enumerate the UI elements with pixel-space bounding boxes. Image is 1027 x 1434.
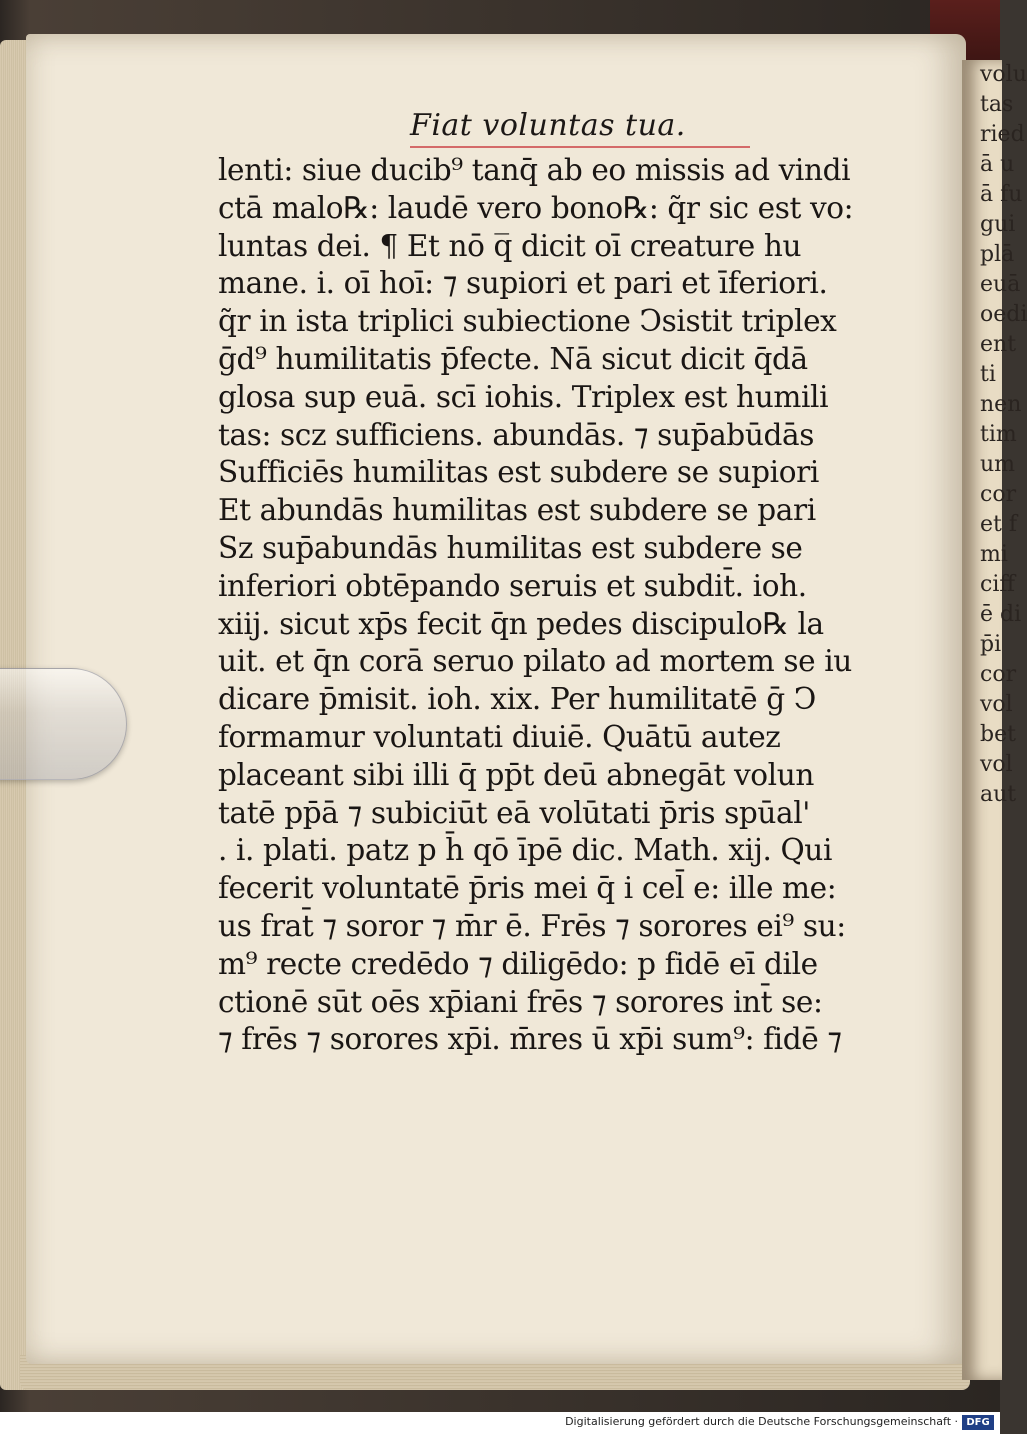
facing-page-fragment: vol	[980, 752, 1013, 777]
text-line: ḡd⁹ humilitatis p̄fecte. Nā sicut dicit q̄dā	[218, 341, 808, 377]
facing-page-fragment: ti	[980, 362, 996, 387]
text-line: us frat̄ ⁊ soror ⁊ m̄r ē. Frēs ⁊ sorores ei⁹ su:	[218, 908, 846, 944]
text-line: dicare p̄misit. ioh. xix. Per humilitatē ḡ Ↄ	[218, 682, 816, 718]
text-line: uit. et q̄n corā seruo pilato ad mortem se iu	[218, 644, 852, 680]
text-line: fecerit voluntatē p̄ris mei q̄ i cel̄ e: ille me:	[218, 871, 837, 907]
facing-page-fragment: volu	[980, 62, 1027, 87]
text-line: q̃r in ista triplici subiectione Ↄsistit triplex	[218, 304, 837, 340]
facing-page-fragment: um	[980, 452, 1016, 477]
facing-page-fragment: ried	[980, 122, 1025, 147]
facing-page-fragment: p̄i	[980, 632, 1002, 657]
facing-page-fragment: gui	[980, 212, 1016, 237]
running-head	[410, 108, 686, 143]
text-line: lenti: siue ducib⁹ tanq̄ ab eo missis ad vindi	[218, 153, 851, 188]
facing-page-fragment: mi	[980, 542, 1008, 567]
text-line: Sufficiēs humilitas est subdere se supiori	[218, 455, 819, 491]
facing-page-fragment: vol	[980, 692, 1013, 717]
text-line: xiij. sicut xp̄s fecit q̄n pedes discipulo℞ la	[218, 606, 824, 642]
facing-page-fragment: ā fu	[980, 182, 1023, 207]
text-line: Sz sup̄abundās humilitas est subdere se	[218, 530, 803, 566]
text-line: Et abundās humilitas est subdere se pari	[218, 493, 816, 529]
facing-page-fragment: et f	[980, 512, 1017, 537]
facing-page-fragment: plā	[980, 242, 1015, 267]
text-line: mane. i. oī hoī: ⁊ supiori et pari et īferiori.	[218, 266, 828, 302]
funding-credit: Digitalisierung gefördert durch die Deutsche Forschungsgemeinschaft ·	[565, 1415, 958, 1428]
facing-page-fragment: oedi	[980, 302, 1027, 327]
dfg-logo-icon: DFG	[962, 1415, 994, 1430]
text-line: placeant sibi illi q̄ pp̄t deū abnegāt volun	[218, 757, 814, 793]
facing-page-fragment: tas	[980, 92, 1014, 117]
text-line: ctionē sūt oēs xp̄iani frēs ⁊ sorores int̄ se:	[218, 984, 823, 1020]
facing-page-fragment: cor	[980, 482, 1017, 507]
text-line: inferiori obtēpando seruis et subdit̄. ioh.	[218, 568, 807, 604]
facing-page-fragment: ciff	[980, 572, 1015, 597]
rubric-underline	[410, 146, 750, 148]
text-line: luntas dei. ¶ Et nō q̅ dicit oī creature hu	[218, 228, 802, 264]
facing-page-fragment: euā	[980, 272, 1021, 297]
facing-page-fragment: nen	[980, 392, 1022, 417]
facing-page-fragment: bet	[980, 722, 1016, 747]
text-line: tatē pp̄ā ⁊ subiciūt eā volūtati p̄ris spūal'	[218, 795, 811, 831]
facing-page-fragment: ent	[980, 332, 1017, 357]
facing-page-fragment: aut	[980, 782, 1017, 807]
running-head-text: Fiat voluntas tua.	[410, 108, 686, 143]
text-line: . i. plati. patz p h̄ qō īpē dic. Math. xij. Qui	[218, 833, 833, 869]
facing-page-fragment: tim	[980, 422, 1017, 447]
text-line: glosa sup euā. scī iohis. Triplex est humili	[218, 379, 829, 415]
facing-page-edge	[962, 60, 1027, 1380]
text-line: tas: scz sufficiens. abundās. ⁊ sup̄abūdās	[218, 417, 814, 453]
footer-bar	[0, 1412, 1000, 1434]
facing-page-fragment: cor	[980, 662, 1017, 687]
text-line: formamur voluntati diuiē. Quātū autez	[218, 719, 781, 755]
text-line: m⁹ recte credēdo ⁊ diligēdo: p fidē eī dile	[218, 946, 818, 982]
facing-page-fragment: ā u	[980, 152, 1015, 177]
text-line: ctā malo℞: laudē vero bono℞: q̃r sic est vo:	[218, 190, 854, 226]
facing-page-fragment: ē di	[980, 602, 1022, 627]
text-line: ⁊ frēs ⁊ sorores xp̄i. m̄res ū xp̄i sum⁹: fidē ⁊	[218, 1022, 842, 1058]
text-block	[218, 152, 878, 1059]
page-clip	[0, 668, 127, 780]
